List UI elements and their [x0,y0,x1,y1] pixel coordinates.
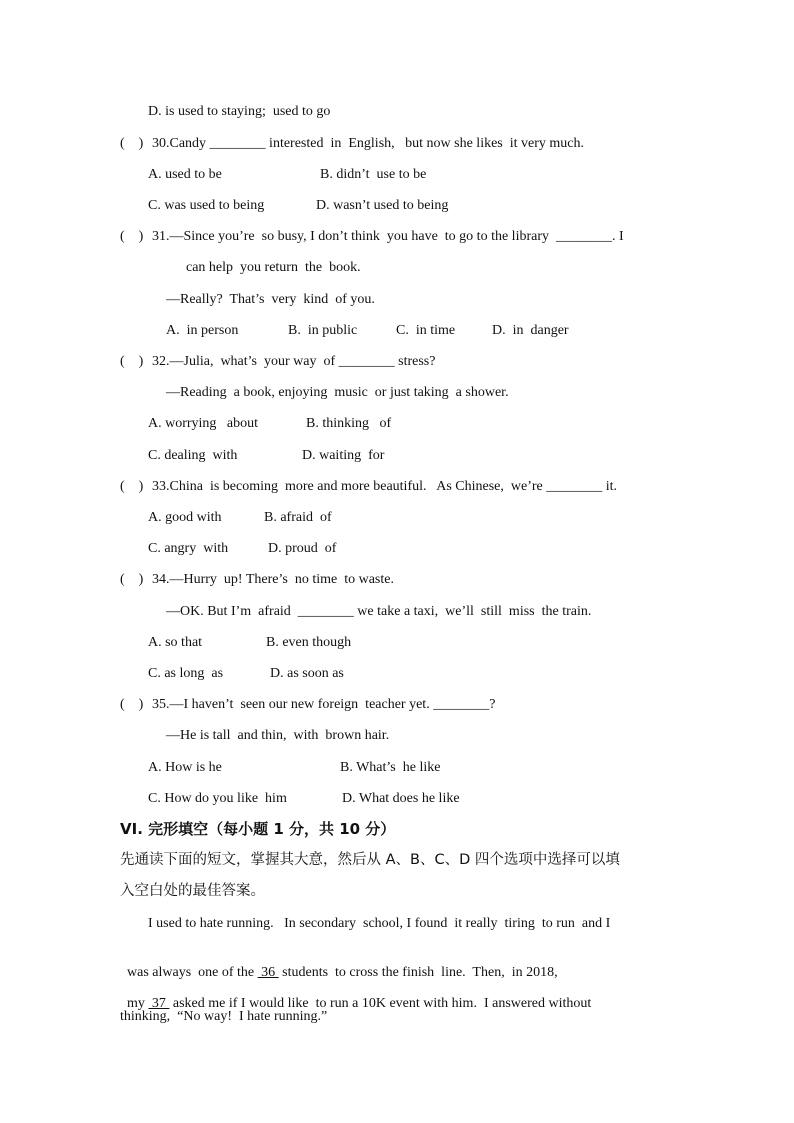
option-c-q30: C. was used to being [148,198,265,213]
option-b-q34: B. even though [266,635,352,650]
option-d-q35: D. What does he like [342,791,460,806]
option-b-q31: B. in public [288,323,358,338]
blank-37[interactable]: 37 [148,996,170,1011]
option-d-q32: D. waiting for [302,448,385,463]
answer-paren-q35[interactable]: ( ) [120,697,144,712]
section-heading: VI. 完形填空（每小题 1 分，共 10 分） [120,820,396,838]
option-b-q30: B. didn’t use to be [320,167,427,182]
passage-text: students to cross the finish line. Then, in 2018, [278,965,558,980]
option-c-q34: C. as long as [148,666,224,681]
question-stem-q31: 31.—Since you’re so busy, I don’t think you have to go to the library ________. I [152,229,624,244]
question-stem-q30: 30.Candy ________ interested in English, but now she likes it very much. [152,136,585,151]
question-stem-q35: 35.—I haven’t seen our new foreign teacher yet. ________? [152,697,496,712]
section-instructions-line2: 入空白处的最佳答案。 [120,883,265,899]
reply-q31: —Really? That’s very kind of you. [166,292,375,307]
option-c-q31: C. in time [396,323,456,338]
question-stem-q34: 34.—Hurry up! There’s no time to waste. [152,572,394,587]
option-a-q34: A. so that [148,635,203,650]
option-c-q32: C. dealing with [148,448,238,463]
answer-paren-q30[interactable]: ( ) [120,136,144,151]
passage-text: my [127,996,149,1011]
reply-q34: —OK. But I’m afraid ________ we take a taxi, we’ll still miss the train. [166,604,592,619]
option-b-q35: B. What’s he like [340,760,441,775]
option-d-q34: D. as soon as [270,666,344,681]
question-stem-q31-cont: can help you return the book. [186,260,361,275]
option-a-q33: A. good with [148,510,222,525]
question-stem-q32: 32.—Julia, what’s your way of ________ stress? [152,354,436,369]
option-a-q30: A. used to be [148,167,222,182]
answer-paren-q31[interactable]: ( ) [120,229,144,244]
option-a-q32: A. worrying about [148,416,259,431]
answer-paren-q33[interactable]: ( ) [120,479,144,494]
option-d-q33: D. proud of [268,541,337,556]
blank-36[interactable]: 36 [257,965,279,980]
option-a-q35: A. How is he [148,760,222,775]
option-d-q31: D. in danger [492,323,569,338]
reply-q35: —He is tall and thin, with brown hair. [166,728,390,743]
option-d-q29: D. is used to staying; used to go [148,104,331,119]
passage-line-4: thinking, “No way! I hate running.” [120,1009,328,1024]
answer-paren-q32[interactable]: ( ) [120,354,144,369]
question-stem-q33: 33.China is becoming more and more beautiful. As Chinese, we’re ________ it. [152,479,618,494]
option-d-q30: D. wasn’t used to being [316,198,449,213]
option-c-q35: C. How do you like him [148,791,287,806]
passage-text: asked me if I would like to run a 10K event with him. I answered without [169,996,592,1011]
section-instructions-line1: 先通读下面的短文，掌握其大意，然后从 A、B、C、D 四个选项中选择可以填 [120,852,620,868]
option-c-q33: C. angry with [148,541,229,556]
passage-text: was always one of the [127,965,258,980]
option-a-q31: A. in person [166,323,239,338]
option-b-q32: B. thinking of [306,416,392,431]
reply-q32: —Reading a book, enjoying music or just taking a shower. [166,385,509,400]
passage-line-1: I used to hate running. In secondary school, I found it really tiring to run and I [148,916,611,931]
answer-paren-q34[interactable]: ( ) [120,572,144,587]
option-b-q33: B. afraid of [264,510,332,525]
